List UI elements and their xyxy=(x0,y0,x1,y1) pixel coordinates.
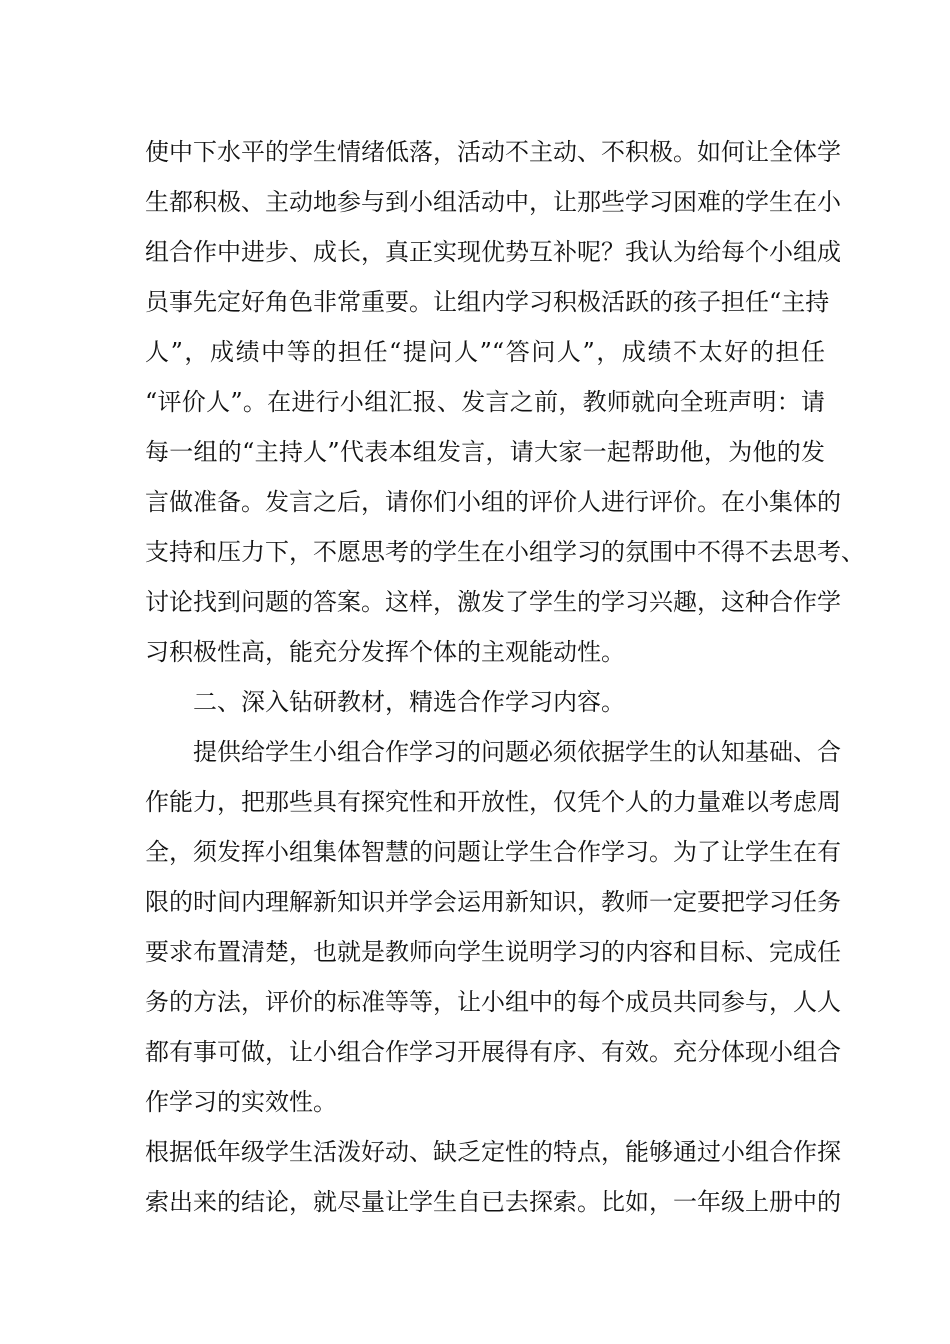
section-heading: 二、深入钻研教材，精选合作学习内容。 xyxy=(193,688,625,716)
text-line: “评价人”。在进行小组汇报、发言之前，教师就向全班声明：请 xyxy=(145,388,825,416)
text-line: 限的时间内理解新知识并学会运用新知识，教师一定要把学习任务 xyxy=(145,888,841,916)
text-line: 组合作中进步、成长，真正实现优势互补呢？我认为给每个小组成 xyxy=(145,238,841,266)
text-line: 员事先定好角色非常重要。让组内学习积极活跃的孩子担任“主持 xyxy=(145,288,830,316)
text-line: 都有事可做，让小组合作学习开展得有序、有效。充分体现小组合 xyxy=(145,1038,841,1066)
text-line: 支持和压力下，不愿思考的学生在小组学习的氛围中不得不去思考、 xyxy=(145,538,865,566)
document-body xyxy=(145,127,865,1227)
text-line: 每一组的“主持人”代表本组发言，请大家一起帮助他，为他的发 xyxy=(145,438,825,466)
text-line: 作能力，把那些具有探究性和开放性，仅凭个人的力量难以考虑周 xyxy=(145,788,841,816)
text-line: 根据低年级学生活泼好动、缺乏定性的特点，能够通过小组合作探 xyxy=(145,1138,841,1166)
text-line: 生都积极、主动地参与到小组活动中，让那些学习困难的学生在小 xyxy=(145,188,841,216)
text-line: 讨论找到问题的答案。这样，激发了学生的学习兴趣，这种合作学 xyxy=(145,588,841,616)
text-line: 务的方法，评价的标准等等，让小组中的每个成员共同参与，人人 xyxy=(145,988,841,1016)
text-line: 作学习的实效性。 xyxy=(145,1088,337,1116)
text-line: 使中下水平的学生情绪低落，活动不主动、不积极。如何让全体学 xyxy=(145,138,841,166)
text-line: 人”，成绩中等的担任“提问人”“答问人”，成绩不太好的担任 xyxy=(145,338,825,366)
text-line: 要求布置清楚，也就是教师向学生说明学习的内容和目标、完成任 xyxy=(145,938,841,966)
text-line: 索出来的结论，就尽量让学生自已去探索。比如，一年级上册中的 xyxy=(145,1188,841,1216)
text-line: 全，须发挥小组集体智慧的问题让学生合作学习。为了让学生在有 xyxy=(145,838,841,866)
text-line: 提供给学生小组合作学习的问题必须依据学生的认知基础、合 xyxy=(193,738,841,766)
text-line: 言做准备。发言之后，请你们小组的评价人进行评价。在小集体的 xyxy=(145,488,841,516)
text-line: 习积极性高，能充分发挥个体的主观能动性。 xyxy=(145,638,625,666)
